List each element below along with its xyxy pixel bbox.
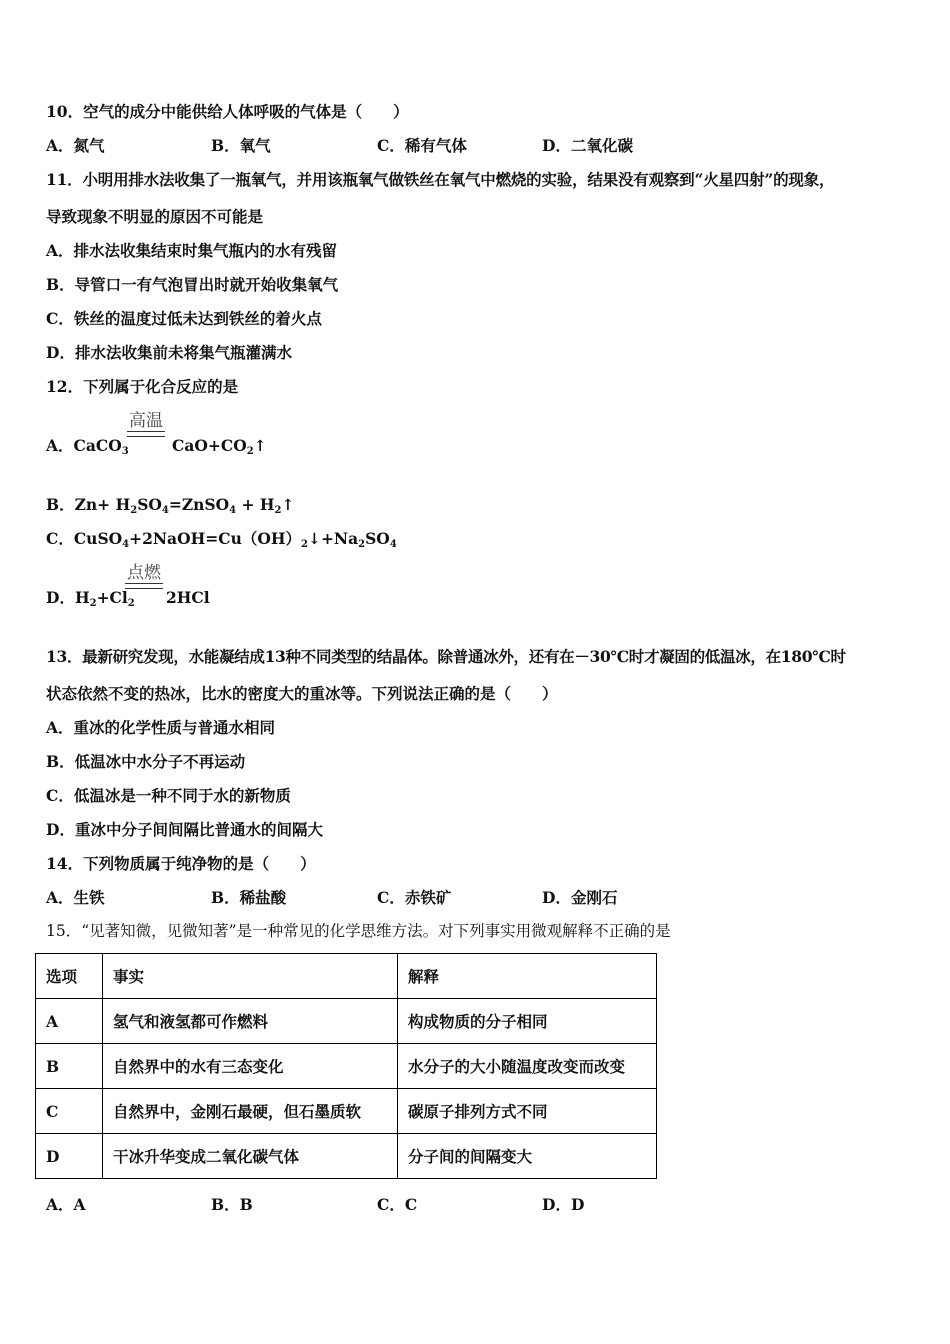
q15-option-d: D．D — [542, 1195, 585, 1214]
q14-option-c: C．赤铁矿 — [377, 888, 452, 907]
table-cell: 氢气和液氢都可作燃料 — [103, 999, 398, 1044]
q13-option-a: A．重冰的化学性质与普通水相同 — [46, 718, 276, 737]
q13-stem-line2: 状态依然不变的热冰，比水的密度大的重冰等。下列说法正确的是（ ） — [46, 684, 558, 703]
table-row — [36, 999, 657, 1044]
q11-stem-line1: 11．小明用排水法收集了一瓶氧气，并用该瓶氧气做铁丝在氧气中燃烧的实验，结果没有观察到“火星四射”的现象， — [46, 170, 835, 189]
q12-stem: 12．下列属于化合反应的是 — [46, 377, 239, 396]
q11-stem-line2: 导致现象不明显的原因不可能是 — [46, 207, 264, 226]
table-cell: 干冰升华变成二氧化碳气体 — [103, 1134, 398, 1179]
q14-option-b: B．稀盐酸 — [211, 888, 287, 907]
q12-option-d-condition: 点燃 — [127, 563, 161, 583]
q10-stem: 10．空气的成分中能供给人体呼吸的气体是（ ） — [46, 102, 409, 121]
table-cell: 自然界中，金刚石最硬，但石墨质软 — [103, 1089, 398, 1134]
q13-option-b: B．低温冰中水分子不再运动 — [46, 752, 246, 771]
table-header-cell: 选项 — [36, 954, 103, 999]
q14-option-d: D．金刚石 — [542, 888, 618, 907]
q12-option-a-reactant: A．CaCO$_3$ — [46, 436, 129, 457]
table-cell: 构成物质的分子相同 — [398, 999, 657, 1044]
q13-option-d: D．重冰中分子间间隔比普通水的间隔大 — [46, 820, 323, 839]
q11-option-d: D．排水法收集前未将集气瓶灌满水 — [46, 343, 292, 362]
table-cell: B — [36, 1044, 103, 1089]
q12-option-d-reactant: D．$H_2+Cl_2$ — [46, 588, 135, 609]
q11-option-c: C．铁丝的温度过低未达到铁丝的着火点 — [46, 309, 322, 328]
q10-option-d: D．二氧化碳 — [542, 136, 633, 155]
q15-table — [35, 953, 657, 1179]
table-header-cell: 事实 — [103, 954, 398, 999]
q10-option-c: C．稀有气体 — [377, 136, 467, 155]
q12-option-a-product: $CaO+CO_2↑$ — [172, 436, 267, 457]
q13-stem-line1: 13．最新研究发现，水能凝结成13种不同类型的结晶体。除普通冰外，还有在－30℃时才凝固的低温冰，在180℃时 — [46, 647, 846, 666]
q15-option-b: B．B — [211, 1195, 253, 1214]
q10-option-b: B．氧气 — [211, 136, 271, 155]
q14-stem: 14．下列物质属于纯净物的是（ ） — [46, 854, 316, 873]
table-header-cell: 解释 — [398, 954, 657, 999]
table-row — [36, 1134, 657, 1179]
q10-option-a: A．氮气 — [46, 136, 105, 155]
q14-option-a: A．生铁 — [46, 888, 105, 907]
q12-option-c: C．$CuSO_4+2NaOH=Cu(OH)_2↓+Na_2SO_4$ — [46, 529, 397, 550]
table-cell: A — [36, 999, 103, 1044]
q11-option-b: B．导管口一有气泡冒出时就开始收集氧气 — [46, 275, 339, 294]
table-cell: 水分子的大小随温度改变而改变 — [398, 1044, 657, 1089]
table-cell: 碳原子排列方式不同 — [398, 1089, 657, 1134]
q12-option-d-product: 2HCl — [166, 588, 210, 607]
q15-option-a: A．A — [46, 1195, 86, 1214]
table-cell: D — [36, 1134, 103, 1179]
q15-option-c: C．C — [377, 1195, 418, 1214]
table-row — [36, 1044, 657, 1089]
table-cell: 分子间的间隔变大 — [398, 1134, 657, 1179]
q11-option-a: A．排水法收集结束时集气瓶内的水有残留 — [46, 241, 338, 260]
q12-option-d-equals — [125, 583, 163, 589]
table-row — [36, 1089, 657, 1134]
table-header-row — [36, 954, 657, 999]
table-cell: 自然界中的水有三态变化 — [103, 1044, 398, 1089]
table-cell: C — [36, 1089, 103, 1134]
q13-option-c: C．低温冰是一种不同于水的新物质 — [46, 786, 291, 805]
q12-option-b: B．$Zn+ H_2SO_4=ZnSO_4$ + $H_2↑$ — [46, 495, 295, 516]
q15-stem: 15．“见著知微，见微知著”是一种常见的化学思维方法。对下列事实用微观解释不正确的是 — [46, 922, 671, 940]
q12-option-a-equals — [127, 431, 165, 437]
q12-option-a-condition: 高温 — [129, 411, 163, 431]
